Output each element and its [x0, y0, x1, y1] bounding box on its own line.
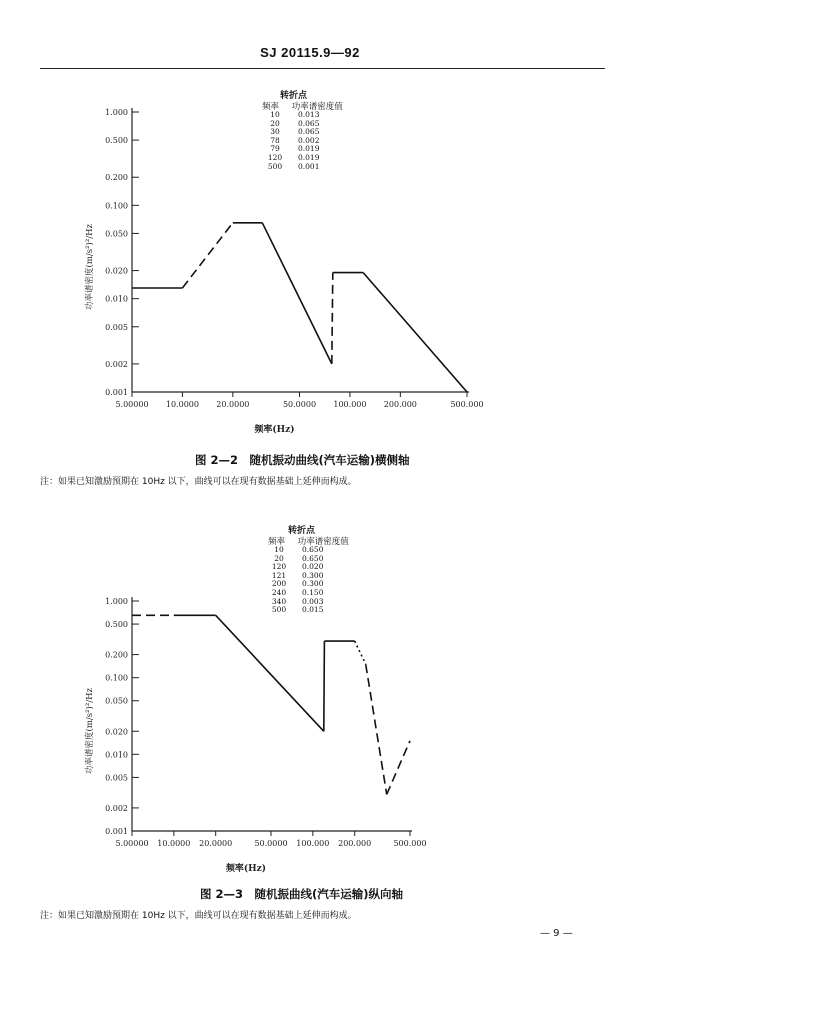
x-tick-label: 200.000 — [383, 400, 417, 409]
breakpoint-value: 0.015 — [302, 605, 324, 615]
breakpoints-freq-header: 频率 — [268, 537, 286, 547]
breakpoint-value: 0.065 — [298, 127, 320, 137]
breakpoint-freq: 200 — [271, 579, 287, 589]
y-tick-label: 0.500 — [105, 620, 128, 630]
y-tick-label: 0.050 — [105, 229, 128, 239]
y-tick-label: 0.100 — [105, 201, 128, 211]
breakpoints-title: 转折点 — [288, 526, 316, 536]
y-tick-label: 1.000 — [105, 597, 128, 606]
y-tick-label: 0.020 — [105, 727, 128, 737]
breakpoint-freq: 78 — [270, 135, 280, 145]
breakpoint-freq: 10 — [270, 110, 280, 119]
figure-note: 注：如果已知激励预期在 10Hz 以下，曲线可以在现有数据基础上延伸而构成。 — [40, 911, 357, 921]
y-tick-label: 0.005 — [105, 773, 128, 783]
psd-chart-lateral — [0, 0, 520, 440]
psd-curve-segment — [366, 664, 387, 794]
breakpoint-freq: 20 — [274, 553, 284, 563]
y-tick-label: 0.010 — [105, 750, 128, 760]
breakpoint-value: 0.019 — [298, 144, 320, 154]
breakpoints-table — [252, 111, 358, 171]
y-tick-label: 0.005 — [105, 322, 128, 332]
breakpoint-freq: 500 — [271, 605, 287, 615]
breakpoint-value: 0.300 — [302, 570, 324, 580]
breakpoint-value: 0.300 — [302, 579, 324, 589]
breakpoints-value-header: 功率谱密度值 — [291, 102, 343, 112]
psd-curve-segment — [262, 223, 332, 364]
figure-note: 注：如果已知激励预期在 10Hz 以下，曲线可以在现有数据基础上延伸而构成。 — [40, 477, 357, 487]
breakpoints-freq-header: 频率 — [262, 102, 280, 112]
x-tick-label: 10.0000 — [157, 839, 191, 848]
page-number: — 9 — — [540, 928, 573, 939]
y-tick-label: 0.200 — [105, 173, 128, 183]
x-tick-label: 10.0000 — [165, 400, 199, 409]
figure-caption: 图 2—2 随机振动曲线(汽车运输)横侧轴 — [195, 453, 410, 467]
x-tick-label: 100.000 — [333, 400, 367, 409]
x-tick-label: 5.00000 — [115, 400, 149, 409]
x-tick-label: 20.0000 — [199, 839, 233, 848]
breakpoint-freq: 120 — [271, 562, 287, 572]
breakpoints-value-header: 功率谱密度值 — [297, 537, 349, 547]
y-tick-label: 0.050 — [105, 696, 128, 706]
figure-caption: 图 2—3 随机振曲线(汽车运输)纵向轴 — [200, 887, 404, 901]
x-tick-label: 200.000 — [338, 839, 372, 848]
breakpoint-freq: 10 — [274, 545, 284, 554]
document-code: SJ 20115.9—92 — [260, 45, 360, 60]
breakpoint-value: 0.065 — [298, 118, 320, 128]
breakpoint-value: 0.650 — [302, 545, 324, 554]
y-axis-label: 功率谱密度(m/s²)²/Hz — [85, 224, 95, 310]
y-tick-label: 0.020 — [105, 266, 128, 276]
y-tick-label: 1.000 — [105, 108, 128, 117]
psd-curve-segment — [363, 273, 467, 392]
psd-curve-segment — [332, 273, 333, 364]
y-tick-label: 0.100 — [105, 673, 128, 683]
breakpoint-freq: 121 — [271, 570, 287, 580]
breakpoint-freq: 20 — [270, 118, 280, 128]
breakpoint-freq: 30 — [270, 127, 280, 137]
x-axis-label: 频率(Hz) — [254, 425, 295, 435]
y-tick-label: 0.010 — [105, 294, 128, 304]
breakpoint-freq: 500 — [267, 161, 283, 171]
x-tick-label: 20.0000 — [216, 400, 250, 409]
breakpoint-value: 0.001 — [298, 161, 320, 171]
psd-curve-segment — [387, 741, 410, 795]
psd-curve-segment — [355, 641, 366, 664]
breakpoint-freq: 120 — [267, 152, 283, 162]
y-tick-label: 0.500 — [105, 136, 128, 146]
psd-curve-segment — [182, 223, 232, 288]
y-tick-label: 0.001 — [105, 827, 128, 836]
breakpoint-value: 0.019 — [298, 152, 320, 162]
y-tick-label: 0.002 — [105, 359, 128, 369]
breakpoint-freq: 79 — [270, 144, 280, 154]
x-tick-label: 500.000 — [450, 400, 484, 409]
breakpoints-title: 转折点 — [280, 91, 308, 101]
breakpoint-value: 0.003 — [302, 596, 324, 606]
breakpoint-row — [256, 606, 362, 615]
breakpoint-value: 0.002 — [298, 135, 320, 145]
x-tick-label: 5.00000 — [115, 839, 149, 848]
breakpoint-row — [252, 163, 358, 172]
breakpoint-value: 0.020 — [302, 562, 324, 572]
x-tick-label: 100.000 — [296, 839, 330, 848]
y-tick-label: 0.002 — [105, 803, 128, 813]
y-axis-label: 功率谱密度(m/s²)²/Hz — [85, 688, 95, 774]
x-tick-label: 50.0000 — [254, 839, 288, 848]
y-tick-label: 0.001 — [105, 388, 128, 397]
breakpoint-freq: 340 — [271, 596, 287, 606]
breakpoint-value: 0.650 — [302, 553, 324, 563]
x-axis-label: 频率(Hz) — [225, 864, 267, 874]
x-tick-label: 50.0000 — [282, 400, 317, 409]
psd-curve-segment — [216, 615, 324, 731]
y-tick-label: 0.200 — [105, 650, 128, 660]
breakpoints-table — [256, 546, 362, 615]
breakpoint-value: 0.013 — [298, 110, 320, 119]
breakpoint-freq: 240 — [271, 587, 287, 597]
psd-curve-segment — [324, 641, 325, 731]
breakpoint-value: 0.150 — [302, 587, 324, 597]
x-tick-label: 500.000 — [393, 839, 427, 848]
